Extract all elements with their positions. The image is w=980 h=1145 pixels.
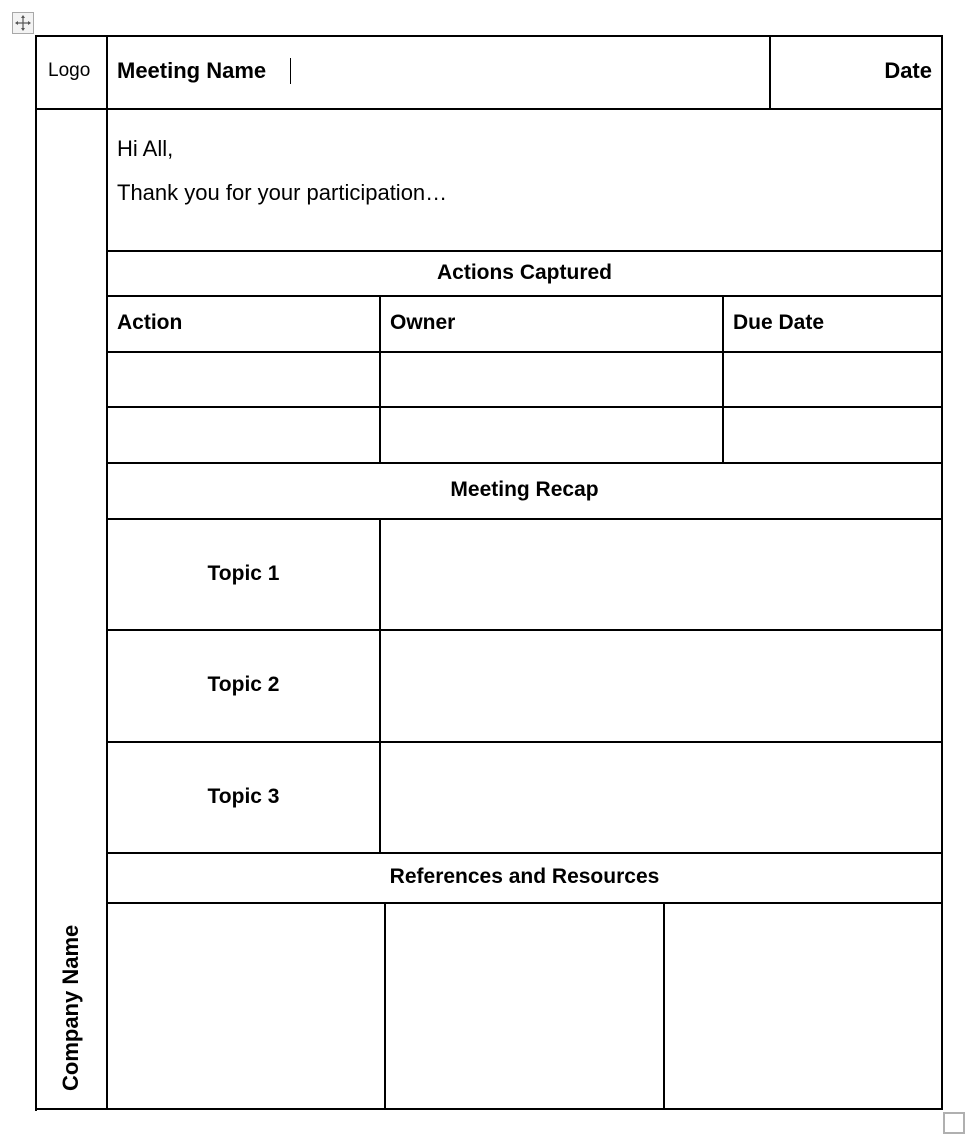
topic-2-content[interactable]: [381, 631, 941, 741]
actions-section-title: Actions Captured: [436, 261, 612, 284]
action-row-2-owner[interactable]: [381, 408, 722, 462]
resize-square-icon[interactable]: [943, 1112, 965, 1134]
company-name-cell[interactable]: [37, 110, 106, 1108]
actions-header-action: Action: [117, 311, 183, 334]
table-border-bottom: [35, 1108, 943, 1110]
company-name: Company Name: [58, 924, 83, 1091]
actions-header-due-date: Due Date: [733, 311, 825, 334]
topic-1-label-cell: [108, 520, 379, 629]
action-row-2-due-date[interactable]: [724, 408, 941, 462]
date-cell[interactable]: [771, 37, 941, 108]
recap-section-title: Meeting Recap: [450, 478, 599, 501]
topic-2-label: Topic 2: [207, 673, 280, 696]
action-row-2-action[interactable]: [108, 408, 379, 462]
greeting-text: Hi All,: [117, 136, 174, 161]
meeting-name-title: Meeting Name: [117, 58, 267, 83]
text-cursor: [290, 58, 291, 84]
table-border-right: [941, 35, 943, 1110]
table-move-handle[interactable]: [12, 12, 34, 34]
topic-3-content[interactable]: [381, 743, 941, 852]
action-row-1-action[interactable]: [108, 353, 379, 406]
logo-label: Logo: [48, 60, 91, 81]
action-row-1-due-date[interactable]: [724, 353, 941, 406]
actions-header-owner: Owner: [390, 311, 456, 334]
reference-cell-3[interactable]: [665, 904, 941, 1108]
intro-cell[interactable]: [108, 110, 941, 250]
topic-1-label: Topic 1: [207, 562, 280, 585]
reference-cell-1[interactable]: [108, 904, 384, 1108]
action-row-1-owner[interactable]: [381, 353, 722, 406]
move-arrows-icon: [14, 14, 32, 32]
topic-1-content[interactable]: [381, 520, 941, 629]
date-label: Date: [884, 58, 932, 83]
topic-3-label: Topic 3: [207, 785, 280, 808]
logo-cell[interactable]: [37, 37, 106, 108]
reference-cell-2[interactable]: [386, 904, 663, 1108]
topic-3-label-cell: [108, 743, 379, 852]
references-section-title: References and Resources: [389, 865, 660, 888]
meeting-name-cell[interactable]: [108, 37, 769, 108]
topic-2-label-cell: [108, 631, 379, 741]
intro-message: Thank you for your participation…: [117, 180, 448, 205]
